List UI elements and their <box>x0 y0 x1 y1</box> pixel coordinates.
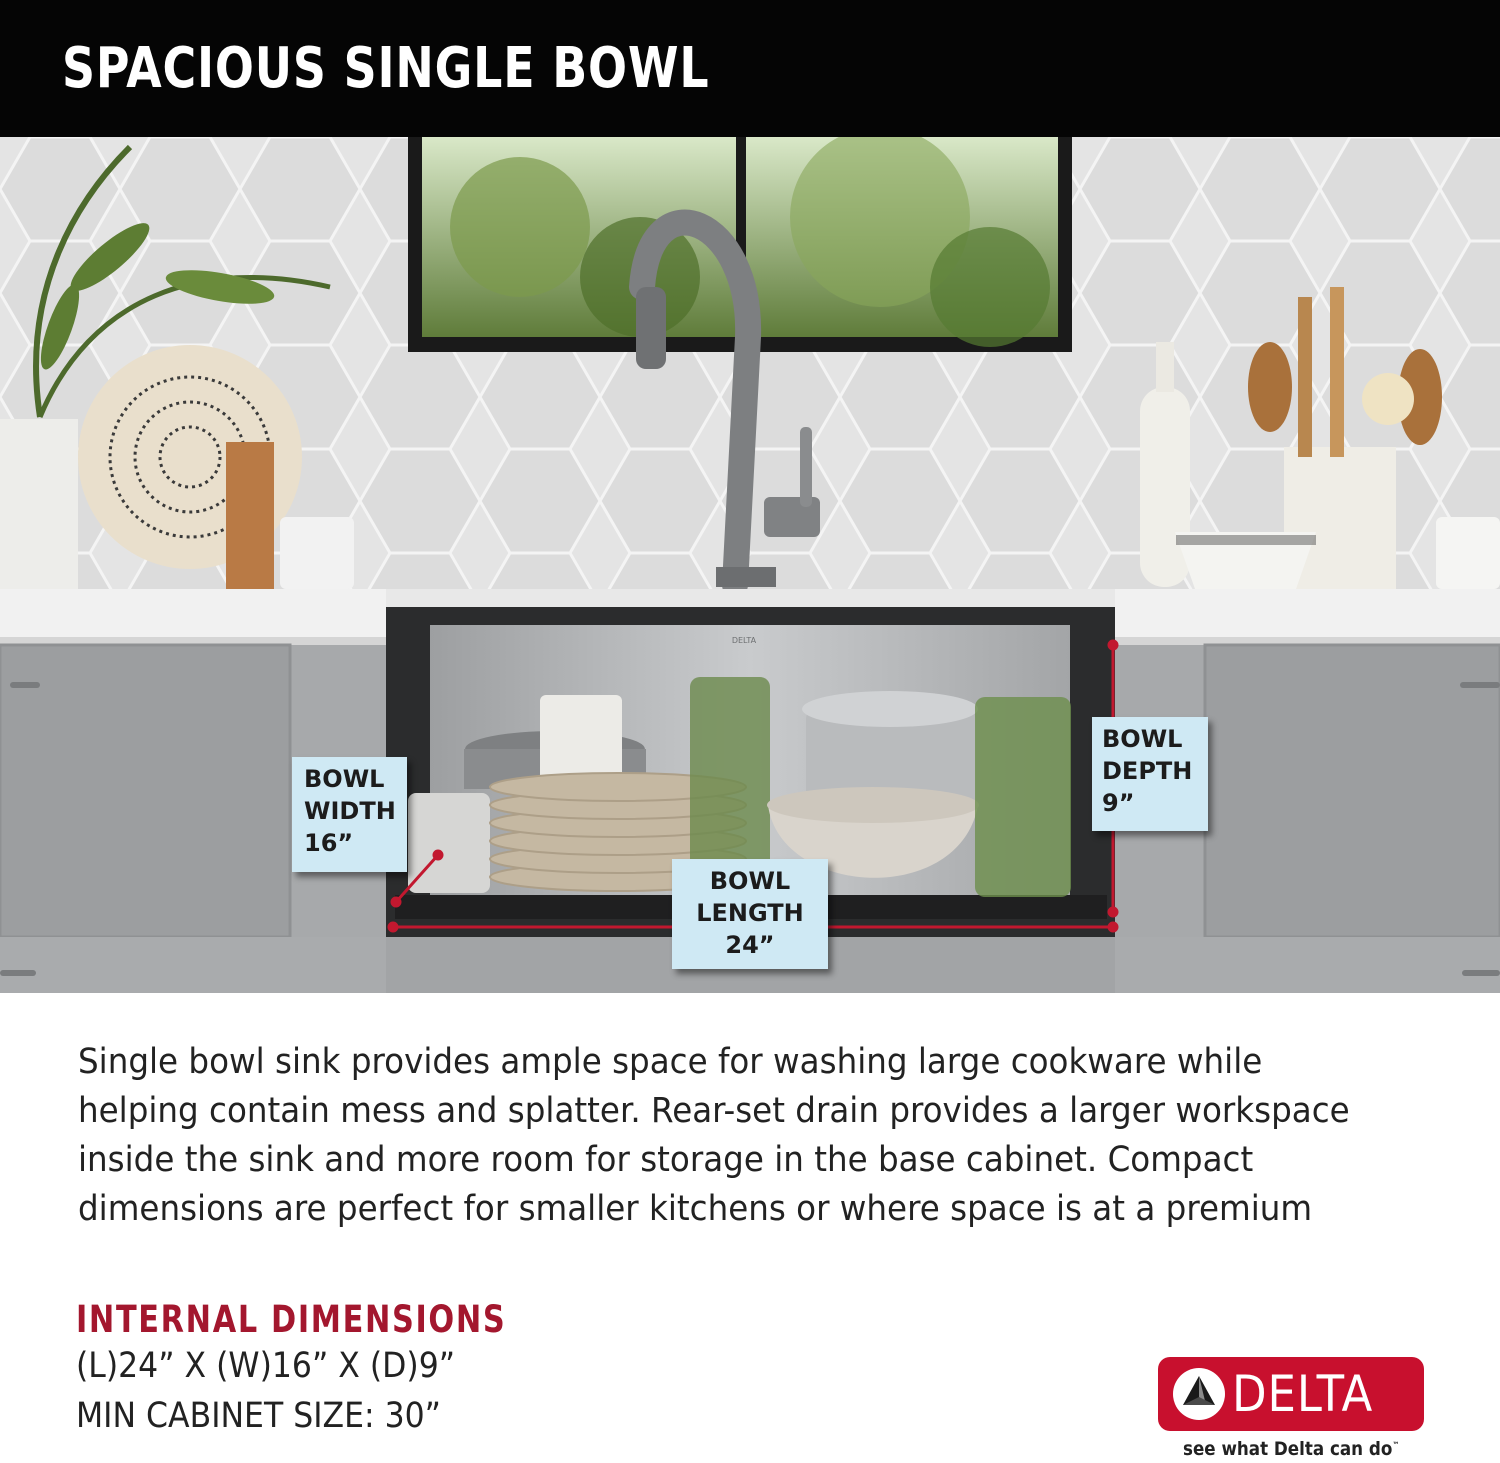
description-paragraph <box>78 1038 1458 1234</box>
bowl-depth-label-2: DEPTH <box>1102 757 1193 785</box>
description-line: Single bowl sink provides ample space for washing large cookware while <box>78 1042 1263 1082</box>
logo-wordmark: DELTA <box>1232 1365 1374 1423</box>
dimensions-value: (L)24” X (W)16” X (D)9” <box>76 1346 456 1386</box>
internal-dimensions-heading: INTERNAL DIMENSIONS <box>76 1298 507 1341</box>
bowl-depth-callout <box>1092 717 1208 831</box>
bowl-length-label-2: LENGTH <box>696 899 804 927</box>
sink-brand: DELTA <box>731 636 757 645</box>
bowl-depth-label-1: BOWL <box>1102 725 1183 753</box>
delta-triangle-icon <box>1172 1367 1226 1421</box>
description-line: dimensions are perfect for smaller kitchens or where space is at a premium <box>78 1189 1313 1229</box>
logo-tagline: see what Delta can do™ <box>1183 1438 1400 1460</box>
description-line: inside the sink and more room for storage in the base cabinet. Compact <box>78 1140 1254 1180</box>
delta-logo <box>1158 1357 1424 1431</box>
bowl-length-callout <box>672 859 828 969</box>
min-cabinet-size: MIN CABINET SIZE: 30” <box>76 1396 442 1436</box>
bowl-width-callout <box>292 757 407 872</box>
countertop-back <box>386 589 1115 607</box>
bowl-width-value: 16” <box>304 829 354 857</box>
page-title: SPACIOUS SINGLE BOWL <box>62 36 710 101</box>
kitchen-sink-scene <box>0 137 1500 993</box>
bowl-length-label-1: BOWL <box>709 867 791 895</box>
bowl-length-value: 24” <box>725 931 775 959</box>
bowl-depth-value: 9” <box>1102 789 1135 817</box>
bowl-width-label-1: BOWL <box>304 765 385 793</box>
countertop-left <box>0 589 386 645</box>
bowl-width-label-2: WIDTH <box>304 797 396 825</box>
description-line: helping contain mess and splatter. Rear-set drain provides a larger workspace <box>78 1091 1350 1131</box>
countertop-right <box>1115 589 1500 645</box>
